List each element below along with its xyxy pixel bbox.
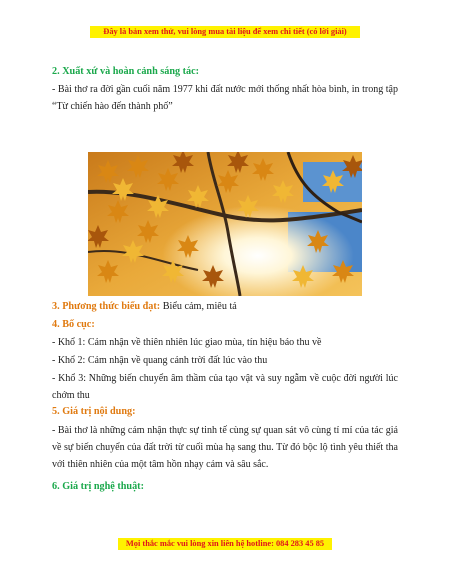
section-5-heading: 5. Giá trị nội dung: xyxy=(52,406,136,417)
section-3-value: Biểu cảm, miêu tả xyxy=(160,301,237,312)
layout-item-1: - Khổ 1: Cảm nhận về thiên nhiên lúc giao mùa, tín hiệu báo thu về xyxy=(52,337,322,348)
section-4-heading: 4. Bố cục: xyxy=(52,319,95,330)
layout-item-2: - Khổ 2: Cảm nhận về quang cảnh trời đất lúc vào thu xyxy=(52,355,268,366)
section-6-heading: 6. Giá trị nghệ thuật: xyxy=(52,481,144,492)
autumn-leaves-photo xyxy=(88,152,362,296)
section-2-heading: 2. Xuất xứ và hoàn cảnh sáng tác: xyxy=(52,66,200,77)
section-2-body: - Bài thơ ra đời gần cuối năm 1977 khi đất nước mới thống nhất hòa bình, in trong tập “Từ chiến hào đến thành phố” xyxy=(52,84,398,112)
section-5-body: - Bài thơ là những cảm nhận thực sự tinh tế cùng sự quan sát vô cùng tỉ mỉ của tác giả về sự biến chuyển của đất trời từ cuối mùa hạ sang thu. Từ đó bộc lộ tình yêu thiết tha với thiên nhiên của một tâm hồn nhạy cảm và sâu sắc. xyxy=(52,425,398,470)
layout-item-3: - Khổ 3: Những biến chuyển âm thầm của tạo vật và suy ngẫm về cuộc đời người lúc chớm thu xyxy=(52,373,398,401)
hotline-footer-banner: Mọi thắc mắc vui lòng xin liên hệ hotline: 084 283 45 85 xyxy=(118,538,332,550)
section-3-label: 3. Phương thức biểu đạt: xyxy=(52,301,161,312)
preview-notice-banner: Đây là bản xem thử, vui lòng mua tài liệu để xem chi tiết (có lời giải) xyxy=(90,26,360,38)
section-3-heading xyxy=(52,300,237,314)
